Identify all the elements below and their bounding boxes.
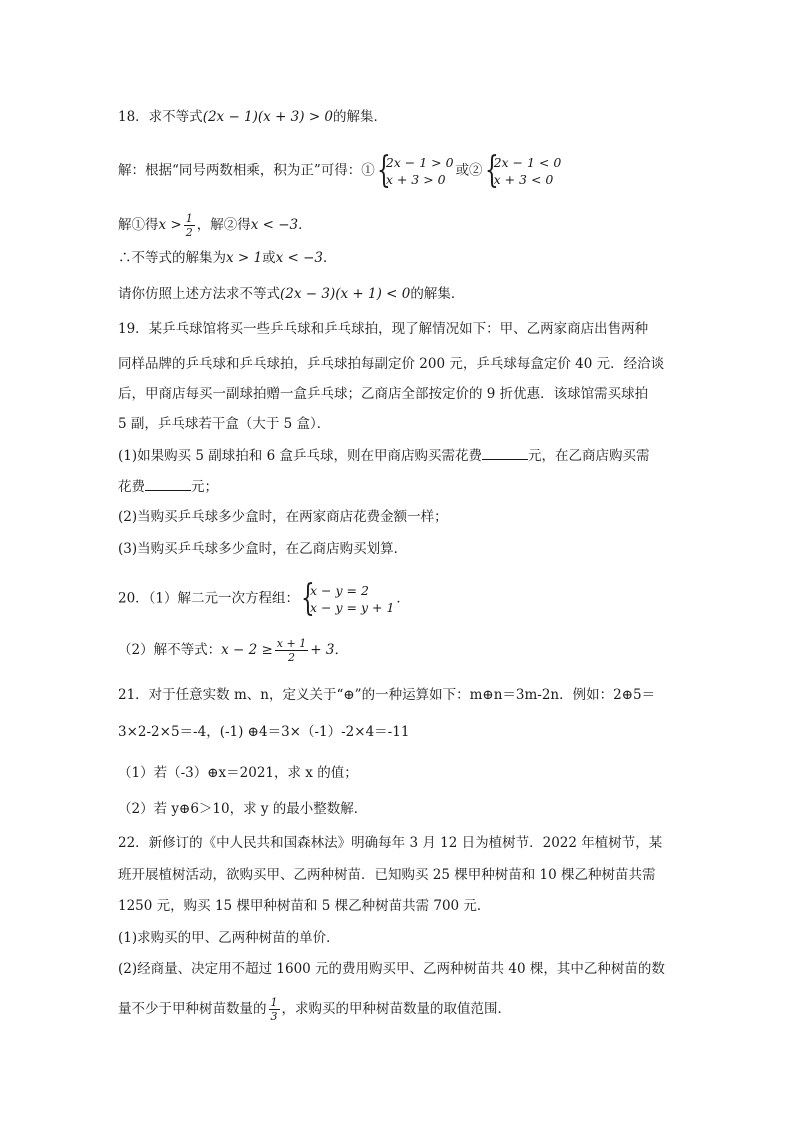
- q22-fraction-third: [269, 996, 280, 1023]
- q22-fraction-denominator: 3: [270, 1010, 278, 1023]
- q18-or-text: 或②: [455, 162, 483, 179]
- q18-title-text: 18．求不等式: [118, 109, 203, 125]
- q18-result-prefix: 解①得: [118, 217, 159, 233]
- q18-conclusion: [118, 249, 337, 267]
- q20-part-1-text: 20．（1）解二元一次方程组：: [118, 590, 300, 607]
- q19-part-1-mid: 元，在乙商店购买需: [527, 448, 650, 464]
- q22-line-1: 22．新修订的《中人民共和国森林法》明确每年 3 月 12 日为植树节．2022 年植树节，某: [118, 835, 663, 851]
- q21-part-2: （2）若 y⊕6＞10，求 y 的最小整数解．: [118, 801, 368, 817]
- q20-fraction: [275, 637, 308, 664]
- q19-part-1-line-2-prefix: 花费: [118, 479, 145, 495]
- q18-title: [118, 108, 387, 126]
- q18-system-2-row-2: x + 3 < 0: [493, 172, 554, 187]
- q20-fraction-denominator: 2: [288, 651, 295, 664]
- q20-equation-system: { x − y = 2 x − y = y + 1: [301, 578, 395, 619]
- q20-equation-1: x − y = 2: [310, 583, 369, 598]
- q18-ask-prefix: 请你仿照上述方法求不等式: [118, 286, 280, 302]
- q19-part-1-line-2: [118, 478, 218, 496]
- q18-result-mid: ，解②得: [196, 217, 251, 233]
- q18-fraction-half: [184, 212, 195, 239]
- q18-conclusion-or: 或: [262, 250, 276, 266]
- q18-fraction-numerator: 1: [185, 212, 193, 225]
- q19-part-3: (3)当购买乒乓球多少盒时，在乙商店购买划算．: [118, 541, 408, 557]
- q22-part-1: (1)求购买的甲、乙两种树苗的单价．: [118, 930, 340, 946]
- q20-part-1: [118, 578, 410, 619]
- q19-part-1-line-2-suffix: 元；: [191, 479, 218, 495]
- q18-system-2-row-1: 2x − 1 < 0: [493, 155, 562, 170]
- q18-ask-inequality: (2x − 3)(x + 1) < 0: [280, 286, 411, 302]
- q18-title-suffix: 的解集．: [333, 109, 388, 125]
- q18-fraction-denominator: 2: [185, 226, 193, 239]
- q20-equation-2: x − y = y + 1: [310, 600, 395, 615]
- q20-inequality-rhs: + 3．: [310, 642, 348, 658]
- q21-line-1: 21．对于任意实数 m、n，定义关于“⊕”的一种运算如下：m⊕n＝3m-2n．例如：2⊕5＝: [118, 687, 656, 703]
- q20-part-1-end: ．: [396, 590, 410, 607]
- q19-answer-blank-1[interactable]: [482, 447, 528, 460]
- q18-result-expr: x < −3: [250, 217, 299, 233]
- q18-system-2: { 2x − 1 < 0 x + 3 < 0: [484, 150, 562, 191]
- q18-system-1-row-1: 2x − 1 > 0: [385, 155, 454, 170]
- q22-line-3: 1250 元，购买 15 棵甲种树苗和 5 棵乙种树苗共需 700 元．: [118, 898, 491, 914]
- q18-result-line: [118, 212, 312, 239]
- q20-fraction-numerator: x + 1: [276, 637, 307, 650]
- q19-part-1: [118, 447, 649, 465]
- q18-system-1: { 2x − 1 > 0 x + 3 > 0: [376, 150, 454, 191]
- q18-system-1-row-2: x + 3 > 0: [385, 172, 446, 187]
- q20-part-2: [118, 637, 348, 664]
- q19-answer-blank-2[interactable]: [145, 478, 191, 491]
- q21-line-2: 3×2-2×5＝-4，(-1) ⊕4＝3×（-1）-2×4＝-11: [118, 724, 410, 740]
- q19-line-4: 5 副，乒乓球若干盒（大于 5 盒）．: [118, 416, 331, 432]
- q18-inequality: (2x − 1)(x + 3) > 0: [202, 109, 334, 125]
- q18-ask-suffix: 的解集．: [410, 286, 465, 302]
- q19-part-1-text: (1)如果购买 5 副球拍和 6 盒乒乓球，则在甲商店购买需花费: [118, 448, 482, 464]
- q20-part-2-text: （2）解不等式：: [118, 642, 222, 658]
- q18-result-x: x >: [158, 217, 182, 233]
- q22-fraction-numerator: 1: [270, 996, 278, 1009]
- q18-solution-text: 解：根据“同号两数相乘，积为正”可得：①: [118, 162, 375, 179]
- q22-part-2-line-1: (2)经商量、决定用不超过 1600 元的费用购买甲、乙两种树苗共 40 棵，其中乙种树苗的数: [118, 961, 665, 977]
- q18-result-end: ．: [298, 217, 312, 233]
- q18-conclusion-expr-1: x > 1: [226, 250, 263, 266]
- q22-part-2-prefix: 量不少于甲种树苗数量的: [118, 1001, 267, 1017]
- q18-solution-line: [118, 150, 563, 191]
- q19-line-2: 同样品牌的乒乓球和乒乓球拍，乒乓球拍每副定价 200 元，乒乓球每盒定价 40 元．经洽谈: [118, 356, 665, 372]
- q19-line-1: 19．某乒乓球馆将买一些乒乓球和乒乓球拍，现了解情况如下：甲、乙两家商店出售两种: [118, 321, 649, 337]
- q22-part-2-line-2: [118, 996, 511, 1023]
- q22-line-2: 班开展植树活动，欲购买甲、乙两种树苗．已知购买 25 棵甲种树苗和 10 棵乙种树苗共需: [118, 867, 656, 883]
- q18-conclusion-end: ．: [323, 250, 337, 266]
- q18-ask: [118, 285, 464, 303]
- q22-part-2-suffix: ，求购买的甲种树苗数量的取值范围．: [281, 1001, 511, 1017]
- q18-conclusion-expr-2: x < −3: [275, 250, 324, 266]
- q18-conclusion-prefix: ∴不等式的解集为: [118, 250, 226, 266]
- q20-inequality-lhs: x − 2 ≥: [221, 642, 273, 658]
- q19-part-2: (2)当购买乒乓球多少盒时，在两家商店花费金额一样；: [118, 509, 448, 525]
- q19-line-3: 后，甲商店每买一副球拍赠一盒乒乓球；乙商店全部按定价的 9 折优惠．该球馆需买球拍: [118, 386, 649, 402]
- q21-part-1: （1）若（-3）⊕x＝2021，求 x 的值；: [118, 765, 358, 781]
